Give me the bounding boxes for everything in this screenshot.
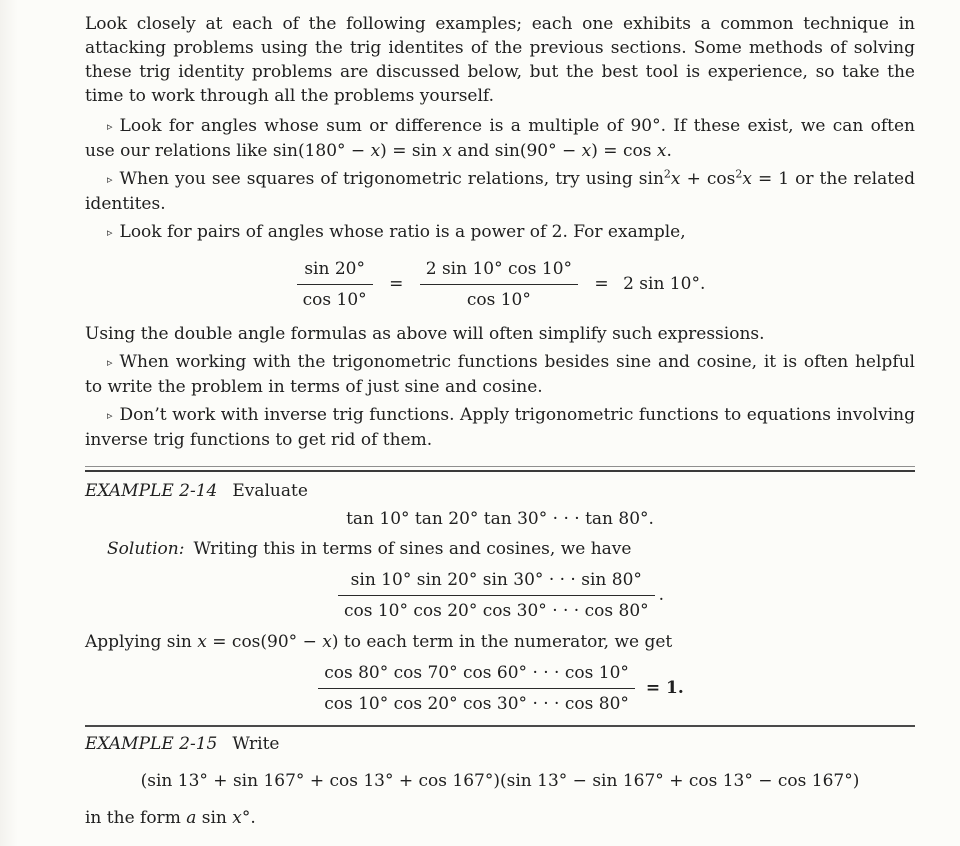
equation-result: 2 sin 10°. (623, 274, 706, 294)
bullet-ratio (85, 220, 915, 245)
bullet-inverse (85, 403, 915, 452)
equation-final-cosines (85, 661, 915, 716)
triangle-bullet-icon: ▹ (107, 226, 113, 239)
triangle-bullet-icon: ▹ (107, 356, 113, 369)
fraction-denominator: cos 10° (420, 284, 578, 312)
applying-line: Applying sin x = cos(90° − x) to each term in the numerator, we get (85, 632, 673, 652)
section-divider-double-rule (85, 466, 915, 472)
sentence-period: . (658, 585, 665, 605)
fraction-numerator: sin 20° (304, 259, 365, 279)
triangle-bullet-icon: ▹ (107, 173, 113, 186)
closing-line: in the form a sin x°. (85, 808, 256, 828)
solution-line (85, 537, 915, 561)
triangle-bullet-icon: ▹ (107, 120, 113, 133)
fraction-numerator: sin 10° sin 20° sin 30° · · · sin 80° (350, 570, 642, 590)
equation-sin13-expression: (sin 13° + sin 167° + cos 13° + cos 167°)(sin 13° − sin 167° + cos 13° − cos 167°) (140, 771, 860, 791)
example-2-14-heading (85, 479, 915, 503)
triangle-bullet-icon: ▹ (107, 409, 113, 422)
fraction-denominator: cos 10° cos 20° cos 30° · · · cos 80° (338, 595, 655, 623)
bullet-ratio-text: Look for pairs of angles whose ratio is a power of 2. For example, (119, 222, 686, 242)
bullet-sine-cosine (85, 350, 915, 399)
double-angle-note: Using the double angle formulas as above will often simplify such expressions. (85, 324, 765, 344)
fraction-denominator: cos 10° (297, 284, 373, 312)
example-2-15-heading (85, 732, 915, 756)
fraction-cosines (316, 661, 637, 716)
equation-tan-product: tan 10° tan 20° tan 30° · · · tan 80°. (346, 509, 654, 529)
fraction-numerator: cos 80° cos 70° cos 60° · · · cos 10° (324, 663, 629, 683)
bullet-angles (85, 114, 915, 163)
fraction-denominator: cos 10° cos 20° cos 30° · · · cos 80° (318, 688, 635, 716)
equation-double-angle (85, 257, 915, 312)
section-divider-rule (85, 725, 915, 727)
intro-paragraph: Look closely at each of the following examples; each one exhibits a common technique in attacking problems using the trig identites of the previous sections. Some methods of solving these trig identity problems are discussed below, but the best tool is experience, so take the time to work through all the problems yourself. (85, 14, 915, 106)
fraction-2sin10cos10-cos10 (418, 257, 580, 312)
bullet-angles-text: Look for angles whose sum or difference is a multiple of 90°. If these exist, we can often use our relations like sin(180° − x) = sin x and sin(90° − x) = cos x. (85, 116, 915, 161)
example-label: EXAMPLE 2-15 (85, 734, 218, 754)
example-action: Write (232, 734, 280, 754)
example-action: Evaluate (232, 481, 308, 501)
bullet-squares (85, 167, 915, 216)
equation-sines-over-cosines (85, 568, 915, 623)
equation-answer: = 1. (645, 678, 684, 698)
bullet-sine-cosine-text: When working with the trigonometric functions besides sine and cosine, it is often helpful to write the problem in terms of just sine and cosine. (85, 352, 915, 397)
equals-sign: = (594, 274, 609, 294)
fraction-sin20-cos10 (295, 257, 375, 312)
bullet-inverse-text: Don’t work with inverse trig functions. Apply trigonometric functions to equations involving inverse trig functions to get rid of them. (85, 405, 915, 450)
equals-sign: = (389, 274, 404, 294)
solution-label: Solution: (107, 539, 185, 559)
solution-text: Writing this in terms of sines and cosines, we have (193, 539, 632, 559)
fraction-sines-cosines (336, 568, 657, 623)
fraction-numerator: 2 sin 10° cos 10° (425, 259, 573, 279)
bullet-squares-text: When you see squares of trigonometric relations, try using $\sin^2x + \cos^2x = 1$ or the related identites. (85, 167, 915, 214)
example-label: EXAMPLE 2-14 (85, 481, 218, 501)
